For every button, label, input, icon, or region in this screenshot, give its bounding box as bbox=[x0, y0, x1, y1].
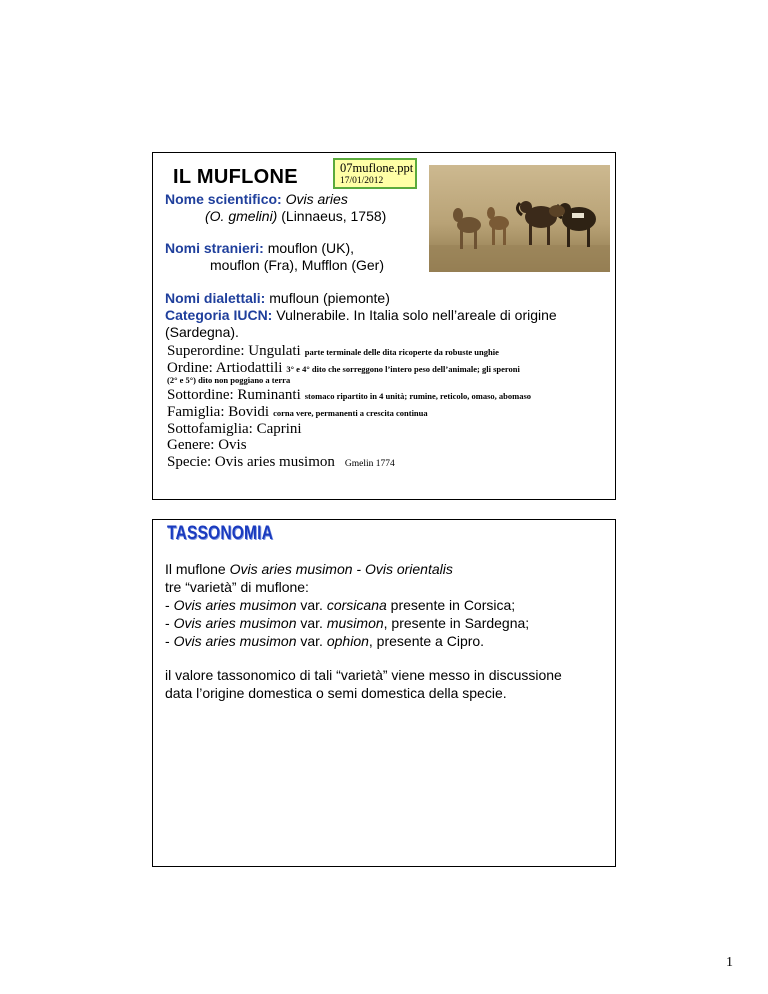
dialect-names-line: Nomi dialettali: mufloun (piemonte) bbox=[165, 290, 390, 306]
taxonomy-line-5: - Ovis aries musimon var. ophion, presente a Cipro. bbox=[165, 633, 485, 649]
file-note bbox=[333, 158, 417, 189]
taxonomy-paragraph-1: il valore tassonomico di tali “varietà” viene messo in discussione bbox=[165, 667, 562, 683]
ordine-line: Ordine: Artiodattili 3° e 4° dito che sorreggono l’intero peso dell’animale; gli speroni bbox=[167, 360, 520, 376]
slide-title: IL MUFLONE bbox=[173, 166, 298, 188]
genere-line: Genere: Ovis bbox=[167, 437, 247, 453]
taxonomy-line-4: - Ovis aries musimon var. musimon, presente in Sardegna; bbox=[165, 615, 530, 631]
sottofamiglia-line: Sottofamiglia: Caprini bbox=[167, 421, 302, 437]
taxonomy-line-1: Il muflone Ovis aries musimon - Ovis orientalis bbox=[165, 561, 453, 577]
taxonomy-line-2: tre “varietà” di muflone: bbox=[165, 579, 309, 595]
specie-line: Specie: Ovis aries musimon Gmelin 1774 bbox=[167, 454, 395, 470]
sottordine-line: Sottordine: Ruminanti stomaco ripartito in 4 unità; rumine, reticolo, omaso, abomaso bbox=[167, 387, 532, 403]
superordine-line: Superordine: Ungulati parte terminale delle dita ricoperte da robuste unghie bbox=[167, 343, 499, 359]
scientific-name-line: Nome scientifico: Ovis aries bbox=[165, 191, 348, 207]
foreign-names-line: Nomi stranieri: mouflon (UK), bbox=[165, 240, 355, 256]
foreign-names-line-2: mouflon (Fra), Mufflon (Ger) bbox=[210, 257, 385, 273]
note-filename: 07muflone.ppt bbox=[340, 161, 414, 175]
iucn-line: Categoria IUCN: Vulnerabile. In Italia solo nell’areale di origine bbox=[165, 307, 557, 323]
slide-muflone bbox=[152, 152, 616, 500]
taxonomy-line-3: - Ovis aries musimon var. corsicana presente in Corsica; bbox=[165, 597, 516, 613]
scientific-name-alt: (O. gmelini) (Linnaeus, 1758) bbox=[205, 208, 387, 224]
note-date: 17/01/2012 bbox=[340, 176, 384, 186]
iucn-line-2: (Sardegna). bbox=[165, 324, 239, 340]
taxonomy-paragraph-2: data l’origine domestica o semi domestica della specie. bbox=[165, 685, 507, 701]
slide-heading: TASSONOMIA bbox=[167, 523, 274, 544]
page-number: 1 bbox=[726, 955, 733, 970]
slide-tassonomia bbox=[152, 519, 616, 867]
famiglia-line: Famiglia: Bovidi corna vere, permanenti a crescita continua bbox=[167, 404, 428, 420]
ordine-note-2: (2° e 5°) dito non poggiano a terra bbox=[167, 375, 291, 385]
mouflon-photo bbox=[429, 165, 610, 272]
